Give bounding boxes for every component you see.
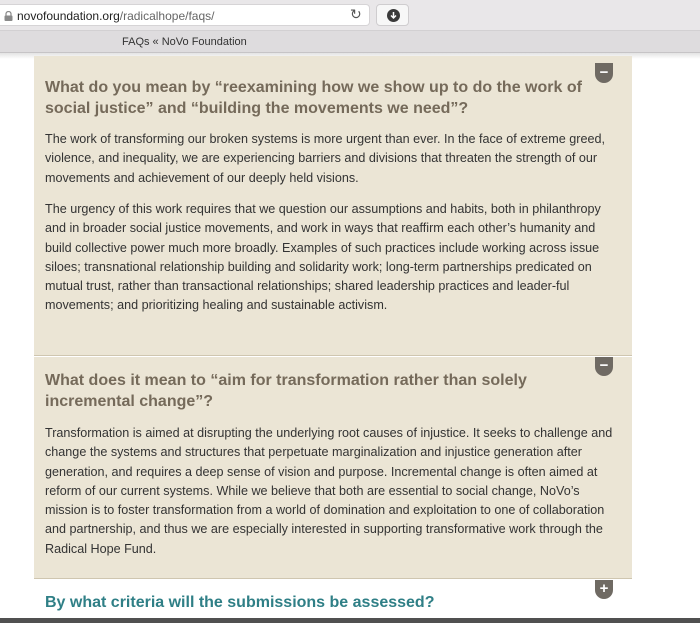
browser-toolbar	[0, 0, 700, 31]
faq-question[interactable]: What do you mean by “reexamining how we show up to do the work of social justice” and “building the movements we need”?	[45, 79, 582, 117]
faq-answer-paragraph: The work of transforming our broken systems is more urgent than ever. In the face of extreme greed, violence, and inequality, we are experiencing barriers and divisions that threaten the strength of our movements and achievement of our deeply held visions.	[45, 132, 605, 185]
url-path: /radicalhope/faqs/	[119, 9, 215, 23]
url-domain: novofoundation.org	[17, 9, 120, 23]
page-content	[0, 53, 700, 623]
url-text	[17, 9, 214, 23]
lock-icon	[4, 11, 13, 21]
tab-title[interactable]: FAQs « NoVo Foundation	[122, 36, 247, 48]
faq-answer-paragraph: Transformation is aimed at disrupting the underlying root causes of injustice. It seeks to challenge and change the systems and structures that perpetuate marginalization and injustice generation after generation, and requires a deep sense of vision and purpose. Incremental change is often aimed at reform of our current systems. While we believe that both are essential to social change, NoVo’s mission is to foster transformation from a world of domination and exploitation to one of collaboration and partnership, and thus we are especially interested in supporting transformative work through the Radical Hope Fund.	[45, 426, 613, 556]
plus-icon: +	[599, 580, 609, 597]
faq-item-transformation	[34, 357, 632, 579]
reload-icon[interactable]: ↻	[350, 7, 362, 23]
minus-icon: −	[599, 357, 609, 374]
tab-strip	[0, 31, 700, 53]
address-bar[interactable]	[0, 4, 370, 26]
faq-question[interactable]: By what criteria will the submissions be assessed?	[45, 594, 435, 611]
faq-answer-paragraph: The urgency of this work requires that we question our assumptions and habits, both in philanthropy and in broader social justice movements, and work in ways that reaffirm each other’s humanity and build collective power much more broadly. Examples of such practices include working across issue siloes; transnational relationship building and solidarity work; long-term partnerships predicated on mutual trust, rather than transactional relationships; shared leadership practices and leader-ful movements; and prioritizing healing and sustainable activism.	[45, 202, 601, 313]
bottom-edge	[0, 618, 700, 623]
faq-question[interactable]: What does it mean to “aim for transformation rather than solely incremental change”?	[45, 372, 527, 410]
download-icon	[387, 9, 400, 22]
download-button[interactable]	[376, 4, 409, 26]
faq-item-criteria	[34, 580, 632, 623]
minus-icon: −	[599, 64, 609, 81]
faq-item-reexamining	[34, 56, 632, 356]
